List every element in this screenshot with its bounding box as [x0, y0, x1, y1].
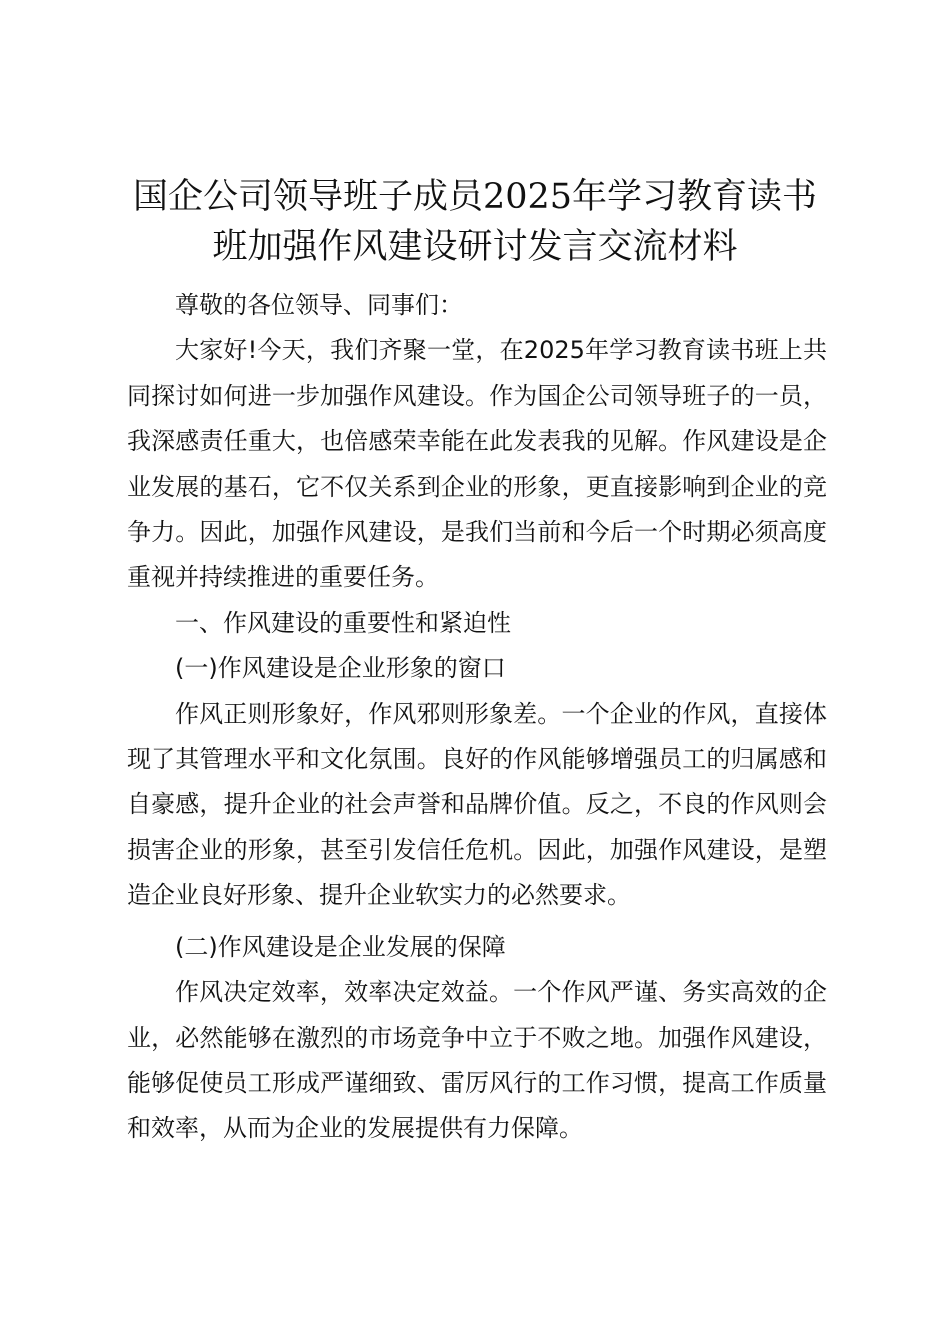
- subsection-2-heading: (二)作风建设是企业发展的保障: [175, 932, 506, 961]
- document-title-line-1: 国企公司领导班子成员2025年学习教育读书: [132, 177, 818, 217]
- document-body: [127, 283, 827, 1152]
- document-title-line-2: 班加强作风建设研讨发言交流材料: [212, 227, 738, 267]
- salutation: 尊敬的各位领导、同事们：: [175, 291, 463, 319]
- section-1-heading: 一、作风建设的重要性和紧迫性: [175, 608, 511, 637]
- intro-paragraph: 大家好!今天，我们齐聚一堂，在2025年学习教育读书班上共同探讨如何进一步加强作风建设。作为国企公司领导班子的一员，我深感责任重大，也倍感荣幸能在此发表我的见解。作风建设是企业发展的基石，它不仅关系到企业的形象，更直接影响到企业的竞争力。因此，加强作风建设，是我们当前和今后一个时期必须高度重视并持续推进的重要任务。: [127, 336, 827, 592]
- subsection-1-heading: (一)作风建设是企业形象的窗口: [175, 654, 506, 683]
- subsection-1-paragraph: 作风正则形象好，作风邪则形象差。一个企业的作风，直接体现了其管理水平和文化氛围。良好的作风能够增强员工的归属感和自豪感，提升企业的社会声誉和品牌价值。反之，不良的作风则会损害企业的形象，甚至引发信任危机。因此，加强作风建设，是塑造企业良好形象、提升企业软实力的必然要求。: [127, 699, 827, 910]
- subsection-2-paragraph: 作风决定效率，效率决定效益。一个作风严谨、务实高效的企业，必然能够在激烈的市场竞争中立于不败之地。加强作风建设，能够促使员工形成严谨细致、雷厉风行的工作习惯，提高工作质量和效率，从而为企业的发展提供有力保障。: [127, 978, 827, 1143]
- document-title: [100, 172, 850, 272]
